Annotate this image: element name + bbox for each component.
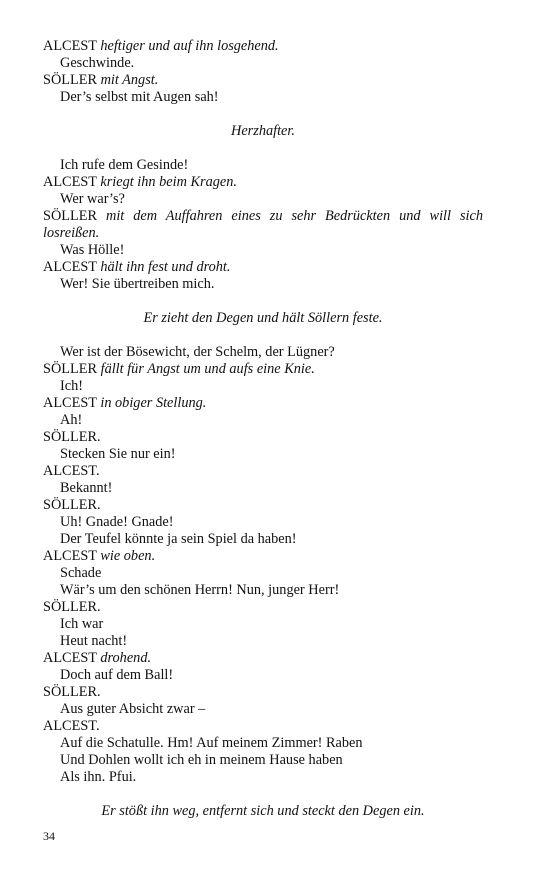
verse-line: Aus guter Absicht zwar – bbox=[60, 701, 206, 717]
verse-line: Geschwinde. bbox=[60, 55, 135, 71]
stage-direction: drohend. bbox=[100, 650, 152, 666]
verse-line: Ich! bbox=[60, 378, 84, 394]
verse-line: Uh! Gnade! Gnade! bbox=[60, 514, 174, 530]
stage-direction: kriegt ihn beim Kragen. bbox=[100, 174, 237, 190]
speaker-name: SÖLLER bbox=[43, 208, 98, 224]
speaker-line bbox=[43, 38, 483, 55]
stage-direction-block: Er zieht den Degen und hält Söllern feste. bbox=[143, 310, 383, 326]
verse-line: Ich rufe dem Gesinde! bbox=[60, 157, 189, 173]
speaker-name: ALCEST. bbox=[43, 463, 100, 479]
verse-line: Heut nacht! bbox=[60, 633, 128, 649]
speaker-name: ALCEST bbox=[43, 548, 97, 564]
speaker-line bbox=[43, 548, 483, 565]
verse-line: Schade bbox=[60, 565, 102, 581]
speaker-name: ALCEST bbox=[43, 174, 97, 190]
verse-line: Der Teufel könnte ja sein Spiel da haben! bbox=[60, 531, 297, 547]
verse-line: Und Dohlen wollt ich eh in meinem Hause haben bbox=[60, 752, 343, 768]
stage-direction: heftiger und auf ihn losgehend. bbox=[100, 38, 279, 54]
speaker-name: ALCEST bbox=[43, 259, 97, 275]
verse-line: Ah! bbox=[60, 412, 83, 428]
speaker-line bbox=[43, 208, 483, 225]
verse-line: Was Hölle! bbox=[60, 242, 125, 258]
speaker-line bbox=[43, 72, 483, 89]
stage-direction: mit Angst. bbox=[100, 72, 159, 88]
speaker-name: SÖLLER. bbox=[43, 599, 101, 615]
verse-line: Ich war bbox=[60, 616, 104, 632]
speaker-name: ALCEST bbox=[43, 38, 97, 54]
page-number: 34 bbox=[43, 829, 55, 843]
stage-direction: fällt für Angst um und aufs eine Knie. bbox=[100, 361, 315, 377]
speaker-name: SÖLLER. bbox=[43, 684, 101, 700]
verse-line: Der’s selbst mit Augen sah! bbox=[60, 89, 219, 105]
verse-line: Wär’s um den schönen Herrn! Nun, junger Herr! bbox=[60, 582, 340, 598]
speaker-name: SÖLLER bbox=[43, 72, 98, 88]
speaker-line bbox=[43, 650, 483, 667]
verse-line: Als ihn. Pfui. bbox=[60, 769, 137, 785]
speaker-line bbox=[43, 361, 483, 378]
speaker-name: ALCEST bbox=[43, 650, 97, 666]
stage-direction: hält ihn fest und droht. bbox=[100, 259, 231, 275]
verse-line: Wer! Sie übertreiben mich. bbox=[60, 276, 215, 292]
speaker-line bbox=[43, 174, 483, 191]
verse-line: Auf die Schatulle. Hm! Auf meinem Zimmer! Raben bbox=[60, 735, 363, 751]
verse-line: Doch auf dem Ball! bbox=[60, 667, 174, 683]
speaker-name: SÖLLER bbox=[43, 361, 98, 377]
stage-direction-block: Er stößt ihn weg, entfernt sich und steckt den Degen ein. bbox=[101, 803, 425, 819]
stage-direction: in obiger Stellung. bbox=[100, 395, 207, 411]
speaker-line bbox=[43, 395, 483, 412]
speaker-line bbox=[43, 259, 483, 276]
play-text bbox=[43, 38, 483, 820]
verse-line: Stecken Sie nur ein! bbox=[60, 446, 176, 462]
verse-line: Bekannt! bbox=[60, 480, 113, 496]
speaker-name: SÖLLER. bbox=[43, 429, 101, 445]
stage-direction: wie oben. bbox=[100, 548, 156, 564]
stage-direction-block: Herzhafter. bbox=[231, 123, 295, 139]
speaker-name: ALCEST bbox=[43, 395, 97, 411]
stage-direction: mit dem Auffahren eines zu sehr Bedrückten und will sich bbox=[106, 208, 483, 224]
stage-direction-continuation: losreißen. bbox=[43, 225, 100, 241]
verse-line: Wer ist der Bösewicht, der Schelm, der Lügner? bbox=[60, 344, 335, 360]
verse-line: Wer war’s? bbox=[60, 191, 125, 207]
speaker-name: SÖLLER. bbox=[43, 497, 101, 513]
speaker-name: ALCEST. bbox=[43, 718, 100, 734]
